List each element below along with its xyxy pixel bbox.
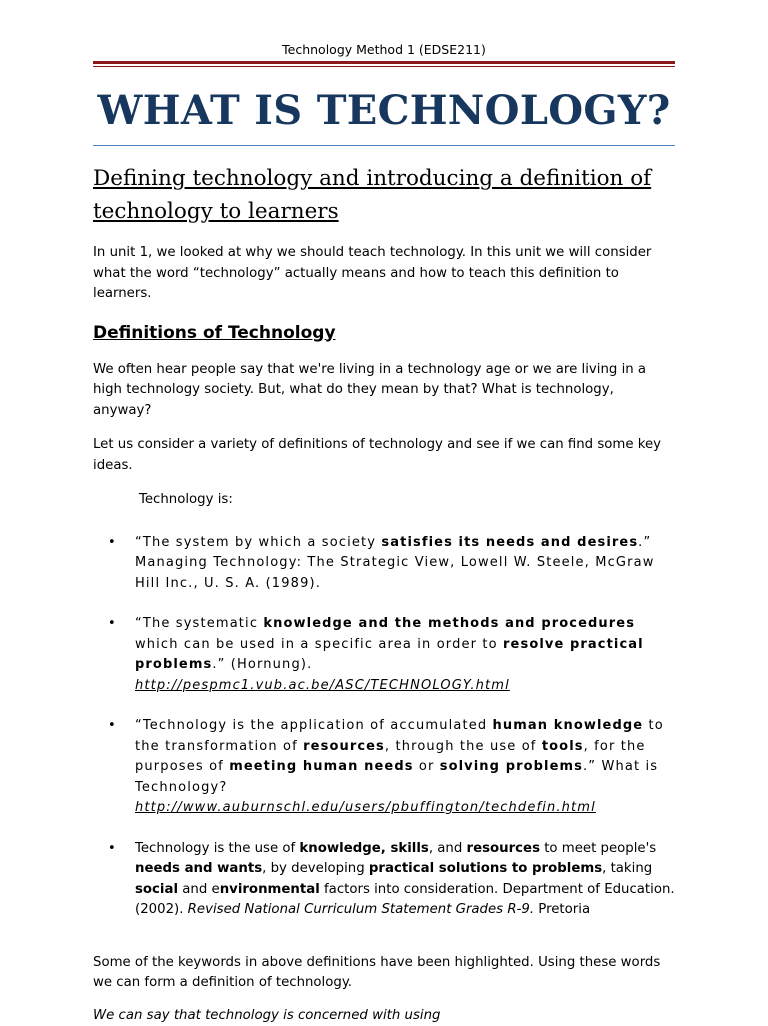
citation-title: Revised National Curriculum Statement Grades R-9. (188, 902, 534, 917)
definition-keyword: knowledge and the methods and procedures (263, 616, 635, 631)
definition-text-part: .” (Hornung). (212, 657, 312, 672)
definition-text-part: which can be used in a specific area in order to (135, 637, 503, 652)
definition-text-part: “The system by which a society (135, 535, 381, 550)
list-item (93, 533, 675, 595)
definition-keyword: tools (542, 739, 584, 754)
definition-text-part: , and (429, 841, 467, 856)
bullet-icon: • (108, 614, 116, 635)
source-link[interactable]: http://www.auburnschl.edu/users/pbuffington/techdefin.html (135, 800, 596, 815)
definition-keyword: resources (303, 739, 385, 754)
definition-text-part: or (414, 759, 440, 774)
definition-text-part: Pretoria (534, 902, 590, 917)
definition-keyword: satisfies its needs and desires (381, 535, 638, 550)
subtitle-heading: Defining technology and introducing a definition of technology to learners (93, 162, 675, 228)
paragraph-keywords-highlighted: Some of the keywords in above definitions have been highlighted. Using these words we can form a definition of technology. (93, 953, 675, 994)
source-link[interactable]: http://pespmc1.vub.ac.be/ASC/TECHNOLOGY.html (135, 678, 510, 693)
list-item (93, 839, 675, 921)
title-underline-rule (93, 145, 675, 146)
definition-text (135, 533, 675, 595)
definition-text-part: , by developing (262, 861, 369, 876)
bullet-icon: • (108, 533, 116, 554)
definition-keyword: knowledge, skills (299, 841, 428, 856)
header-rule-thick (93, 61, 675, 64)
definition-text (135, 839, 675, 921)
definition-text-part: “Technology is the application of accumulated (135, 718, 493, 733)
technology-is-label: Technology is: (93, 490, 675, 511)
definition-text-part: to meet people's (540, 841, 656, 856)
bullet-icon: • (108, 716, 116, 737)
document-page (93, 0, 675, 1026)
definition-text-part: and e (178, 882, 220, 897)
definition-text-part: .” Managing Technology: The Strategic View, Lowell W. Steele, McGraw Hill Inc., U. S. A. (1989). (135, 535, 655, 591)
definition-text-part: .” What is Technology? (135, 759, 658, 795)
paragraph-concerned-with-using: We can say that technology is concerned with using (93, 1006, 675, 1026)
definition-keyword: human knowledge (493, 718, 644, 733)
definition-keyword: social (135, 882, 178, 897)
definition-text (135, 716, 675, 819)
paragraph-consider-definitions: Let us consider a variety of definitions of technology and see if we can find some key ideas. (93, 435, 675, 476)
header-rule-thin (93, 66, 675, 67)
definition-text-part: to the transformation of (135, 718, 664, 754)
definition-keyword: meeting human needs (229, 759, 413, 774)
definition-text-part: , through the use of (385, 739, 542, 754)
definition-keyword: resources (467, 841, 540, 856)
definition-keyword: practical solutions to problems (369, 861, 602, 876)
list-item (93, 614, 675, 696)
intro-paragraph: In unit 1, we looked at why we should teach technology. In this unit we will consider what the word “technology” actually means and how to teach this definition to learners. (93, 243, 675, 305)
definition-keyword: resolve practical problems (135, 637, 644, 673)
page-title: WHAT IS TECHNOLOGY? (93, 87, 675, 135)
definitions-list (93, 533, 675, 921)
definition-text-part: , taking (602, 861, 652, 876)
definition-text-part: “The systematic (135, 616, 263, 631)
paragraph-living-technology-age: We often hear people say that we're living in a technology age or we are living in a high technology society. But, what do they mean by that? What is technology, anyway? (93, 360, 675, 422)
definition-text-part: Technology is the use of (135, 841, 299, 856)
list-item (93, 716, 675, 819)
definition-keyword: needs and wants (135, 861, 262, 876)
definition-text-part: factors into consideration. Department of Education. (2002). (135, 882, 675, 918)
definition-text (135, 614, 675, 696)
bullet-icon: • (108, 839, 116, 860)
definition-keyword: solving problems (440, 759, 583, 774)
section-heading: Definitions of Technology (93, 321, 675, 345)
page-header: Technology Method 1 (EDSE211) (93, 42, 675, 59)
definition-text-part: , for the purposes of (135, 739, 646, 775)
definition-keyword: nvironmental (220, 882, 320, 897)
